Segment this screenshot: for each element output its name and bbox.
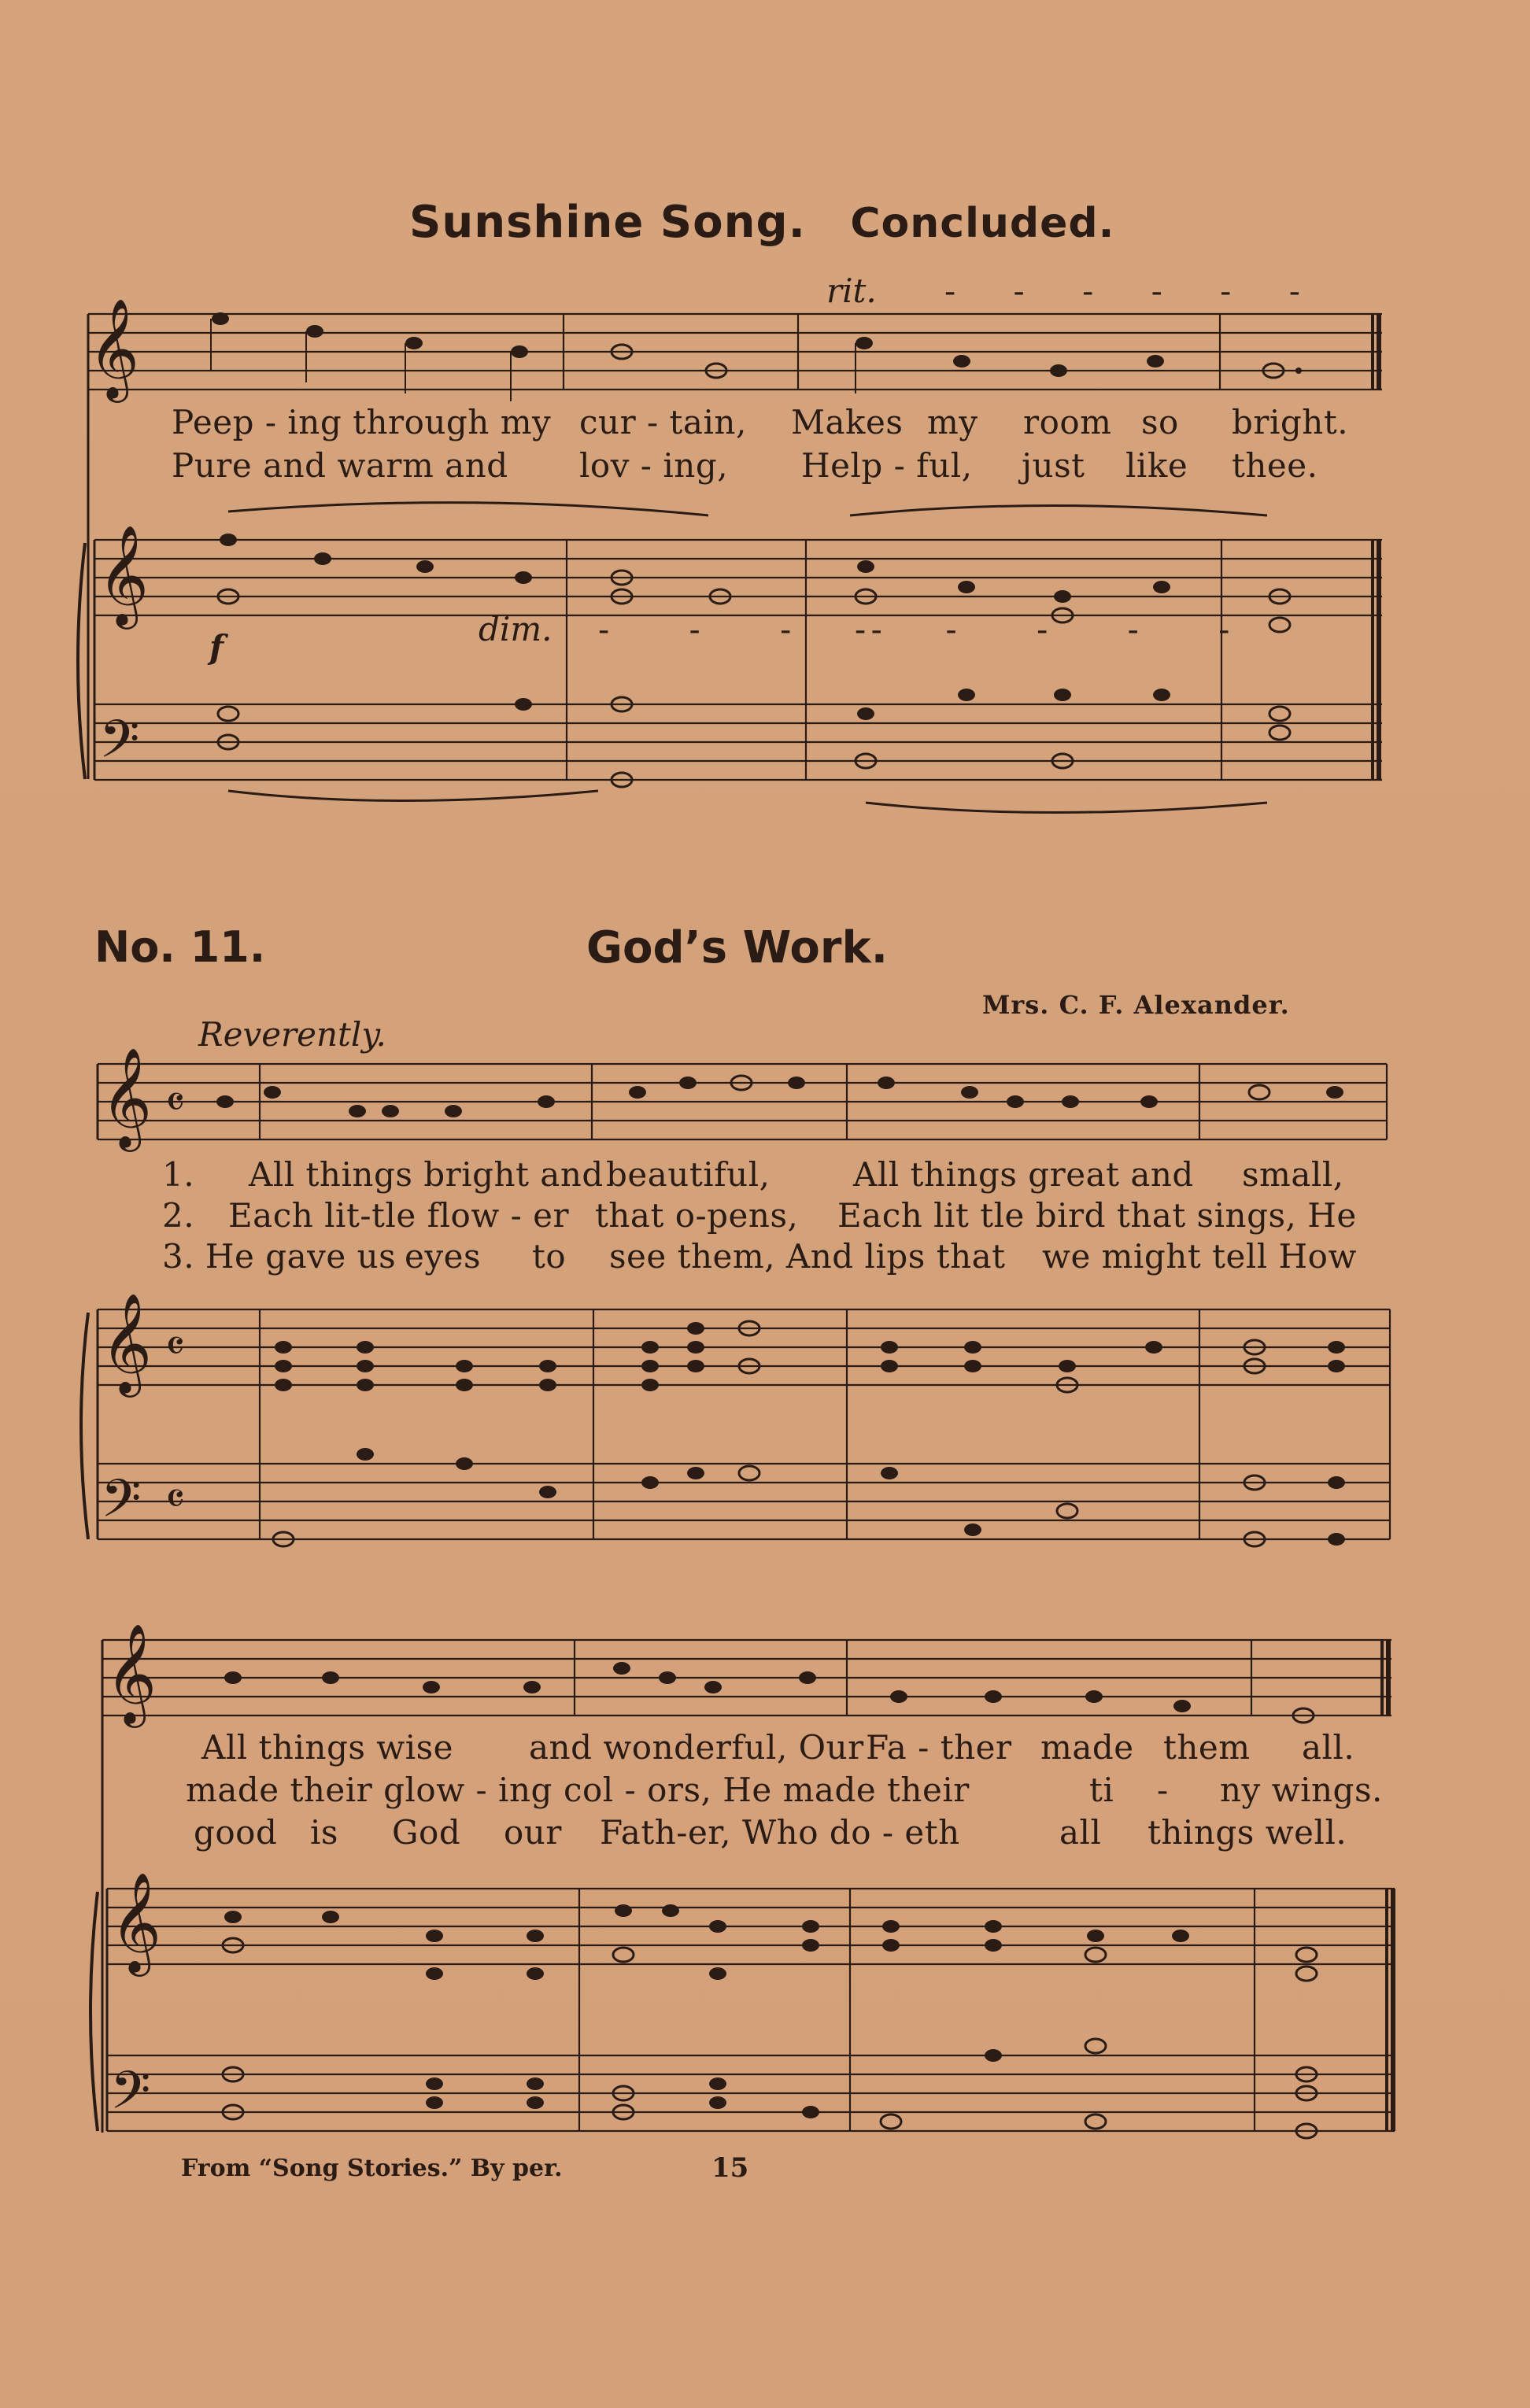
bass-clef-icon: 𝄢: [99, 709, 140, 782]
lyric-syllable: God: [392, 1813, 461, 1852]
page-number: 15: [711, 2152, 749, 2184]
lyric-syllable: Makes: [791, 403, 904, 441]
lyric-syllable: col - ors, He made their: [564, 1771, 970, 1809]
staff-piano-bass-3: [107, 2055, 1395, 2131]
lyric-syllable: beautiful,: [606, 1155, 771, 1194]
lyric-syllable: to: [532, 1237, 567, 1276]
lyric-syllable: All things bright and: [249, 1155, 604, 1194]
treble-clef-icon: 𝄞: [98, 524, 150, 625]
lyric-syllable: them: [1163, 1728, 1251, 1767]
lyric-syllable: cur - tain,: [579, 403, 747, 441]
lyric-syllable: Each lit-tle flow - er: [228, 1196, 570, 1235]
treble-clef-icon: 𝄞: [110, 1871, 162, 1972]
staff-voice-3: [102, 1640, 1391, 1716]
lyric-syllable: Peep - ing through my: [172, 403, 552, 441]
lyric-syllable: so: [1141, 403, 1179, 441]
lyric-syllable: All things wise: [201, 1728, 454, 1767]
lyric-syllable: my: [927, 403, 978, 441]
dim-dashes: - - - -: [598, 610, 917, 648]
lyric-syllable: All things great and: [853, 1155, 1194, 1194]
notes-song1: [211, 312, 1302, 787]
lyric-syllable: made their glow - ing: [186, 1771, 552, 1809]
footer-credit: From “Song Stories.” By per.: [181, 2155, 563, 2182]
lyric-syllable: -: [1157, 1771, 1169, 1809]
lyric-syllable: eyes: [405, 1237, 481, 1276]
lyric-line-song2-b-v1: [0, 1728, 1530, 1767]
lyric-line-song2-v2: [0, 1196, 1530, 1235]
svg-text:𝄴: 𝄴: [165, 1474, 186, 1525]
lyric-syllable: ti: [1089, 1771, 1114, 1809]
bass-clef-icon: 𝄢: [110, 2060, 151, 2133]
lyric-syllable: things well.: [1148, 1813, 1347, 1852]
lyric-syllable: that o-pens,: [595, 1196, 799, 1235]
bass-clef-icon: 𝄢: [101, 1468, 142, 1542]
lyric-syllable: all: [1059, 1813, 1102, 1852]
song-title-text: Sunshine Song.: [409, 197, 806, 248]
staff-voice-1: [88, 314, 1382, 390]
lyric-syllable: 3. He gave us: [162, 1237, 397, 1276]
staff-piano-bass-2: [98, 1464, 1390, 1539]
lyric-syllable: and wonderful, Our: [529, 1728, 864, 1767]
lyric-syllable: Pure and warm and: [172, 446, 508, 485]
lyric-line-song2-b-v2: [0, 1771, 1530, 1810]
lyric-line-song2-v1: [0, 1155, 1530, 1195]
lyric-line-song1-v2: [0, 446, 1530, 486]
forte-marking: f: [209, 628, 224, 667]
lyric-syllable: Each lit tle bird that sings, He: [837, 1196, 1357, 1235]
svg-text:𝄴: 𝄴: [165, 1077, 186, 1128]
lyric-syllable: good: [194, 1813, 278, 1852]
dim-dashes-2: - - - - -: [855, 610, 1265, 648]
lyric-line-song2-b-v3: [0, 1813, 1530, 1852]
lyric-line-song1-v1: [0, 403, 1530, 442]
lyric-syllable: thee.: [1232, 446, 1318, 485]
lyric-syllable: Help - ful,: [801, 446, 973, 485]
treble-clef-icon: 𝄞: [101, 1292, 153, 1393]
dim-marking: dim.: [479, 610, 552, 648]
lyric-syllable: 1.: [162, 1155, 195, 1194]
tempo-marking: Reverently.: [198, 1015, 386, 1054]
hymn-title: God’s Work.: [586, 922, 889, 973]
lyric-syllable: all.: [1302, 1728, 1355, 1767]
notes-song2-a: [216, 1076, 1345, 1546]
lyric-syllable: room: [1023, 403, 1112, 441]
treble-clef-icon: 𝄞: [105, 1623, 157, 1723]
hymn-number: No. 11.: [94, 922, 266, 972]
song-subtitle: Concluded.: [850, 200, 1115, 247]
staff-piano-treble-3: [107, 1889, 1395, 1964]
staff-piano-treble-1: [94, 540, 1382, 615]
lyric-line-song2-v3: [0, 1237, 1530, 1276]
lyric-syllable: ny wings.: [1220, 1771, 1383, 1809]
lyric-syllable: Fath-er, Who do - eth: [600, 1813, 960, 1852]
rit-marking: rit.: [826, 271, 877, 310]
lyric-syllable: just: [1022, 446, 1085, 485]
treble-clef-icon: 𝄞: [101, 1047, 153, 1147]
lyric-syllable: like: [1125, 446, 1188, 485]
lyric-syllable: made: [1040, 1728, 1134, 1767]
lyric-syllable: Fa - ther: [866, 1728, 1012, 1767]
hymn-author: Mrs. C. F. Alexander.: [982, 990, 1290, 1020]
lyric-syllable: bright.: [1232, 403, 1349, 441]
lyric-syllable: see them, And lips that: [609, 1237, 1006, 1276]
staff-piano-bass-1: [94, 704, 1382, 780]
lyric-syllable: our: [504, 1813, 562, 1852]
svg-text:𝄴: 𝄴: [165, 1321, 186, 1372]
lyric-syllable: we might tell How: [1042, 1237, 1357, 1276]
lyric-syllable: is: [310, 1813, 338, 1852]
lyric-syllable: small,: [1242, 1155, 1344, 1194]
lyric-syllable: lov - ing,: [579, 446, 729, 485]
rit-dashes: - - - - - -: [944, 271, 1324, 310]
lyric-syllable: 2.: [162, 1196, 195, 1235]
treble-clef-icon: 𝄞: [88, 297, 140, 398]
